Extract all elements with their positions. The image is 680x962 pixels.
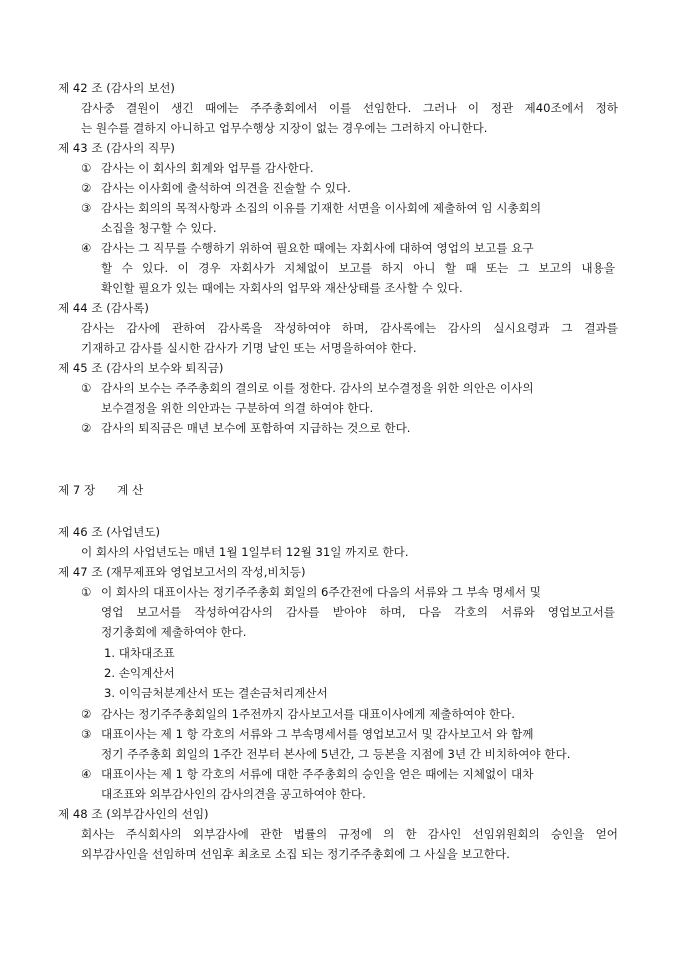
item-marker: ③ [81, 727, 92, 741]
item-text: 감사는 회의의 목적사항과 소집의 이유를 기재한 서면을 이사회에 제출하여 임 시총회의 [101, 201, 542, 215]
item-text: 감사의 퇴직금은 매년 보수에 포함하여 지급하는 것으로 한다. [101, 421, 411, 435]
item-text: 감사는 이 회사의 회계와 업무를 감사한다. [101, 161, 314, 175]
article-43-item-2 [81, 179, 351, 197]
article-47-sub-2: 2. 손익계산서 [104, 666, 175, 680]
item-marker: ① [81, 161, 92, 175]
item-marker: ① [81, 381, 92, 395]
article-48-line-2: 외부감사인을 선임하며 선임후 최초로 소집 되는 정기주주총회에 그 사실을 보고한다. [81, 847, 510, 861]
article-43-heading: 제 43 조 (감사의 직무) [58, 141, 175, 155]
article-48-heading: 제 48 조 (외부감사인의 선임) [58, 807, 209, 821]
item-marker: ② [81, 707, 92, 721]
chapter-number: 제 7 장 [58, 483, 96, 497]
item-text: 감사는 그 직무를 수행하기 위하여 필요한 때에는 자회사에 대하여 영업의 보고를 요구 [101, 241, 534, 255]
article-47-item-2 [81, 705, 515, 723]
item-marker: ① [81, 585, 92, 599]
item-text: 대표이사는 제 1 항 각호의 서류에 대한 주주총회의 승인을 얻은 때에는 지체없이 대차 [101, 767, 534, 781]
article-45-heading: 제 45 조 (감사의 보수와 퇴직금) [58, 361, 224, 375]
article-45-item-1 [81, 379, 534, 397]
item-text: 감사는 이사회에 출석하여 의견을 진술할 수 있다. [101, 181, 351, 195]
item-text: 감사는 정기주주총회일의 1주전까지 감사보고서를 대표이사에게 제출하여야 한다. [101, 707, 515, 721]
article-47-heading: 제 47 조 (재무제표와 영업보고서의 작성,비치등) [58, 565, 306, 579]
article-47-sub-1: 1. 대차대조표 [104, 646, 175, 660]
item-marker: ② [81, 421, 92, 435]
article-47-sub-3: 3. 이익금처분계산서 또는 결손금처리계산서 [104, 686, 328, 700]
article-43-item-1 [81, 159, 314, 177]
article-46-heading: 제 46 조 (사업년도) [58, 525, 161, 539]
article-45-item-2 [81, 419, 410, 437]
article-44-heading: 제 44 조 (감사록) [58, 301, 149, 315]
chapter-7-heading [58, 481, 143, 499]
chapter-title: 계 산 [117, 483, 144, 497]
article-47-item-3-cont: 정기 주주총회 회일의 1주간 전부터 본사에 5년간, 그 등본을 지점에 3년 간 비치하여야 한다. [101, 747, 571, 761]
item-marker: ② [81, 181, 92, 195]
article-42-line-2: 는 원수를 결하지 아니하고 업무수행상 지장이 없는 경우에는 그러하지 아니한다. [81, 121, 488, 135]
item-text: 감사의 보수는 주주총회의 결의로 이를 정한다. 감사의 보수결정을 위한 의안은 이사의 [101, 381, 534, 395]
item-marker: ④ [81, 241, 92, 255]
article-43-item-4-cont-1: 할 수 있다. 이 경우 자회사가 지체없이 보고를 하지 아니 할 때 또는 그 보고의 내용을 [101, 261, 615, 275]
article-42-heading: 제 42 조 (감사의 보선) [58, 81, 175, 95]
article-48-line-1: 회사는 주식회사의 외부감사에 관한 법률의 규정에 의 한 감사인 선임위원회의 승인을 얻어 [81, 827, 618, 841]
article-45-item-1-cont: 보수결정을 위한 의안과는 구분하여 의결 하여야 한다. [101, 401, 374, 415]
article-44-line-2: 기재하고 감사를 실시한 감사가 기명 날인 또는 서명을하여야 한다. [81, 341, 417, 355]
article-43-item-4 [81, 239, 534, 257]
item-marker: ④ [81, 767, 92, 781]
article-47-item-1 [81, 583, 541, 601]
item-text: 대표이사는 제 1 항 각호의 서류와 그 부속명세서를 영업보고서 및 감사보고서 와 함께 [101, 727, 534, 741]
article-47-item-4 [81, 765, 533, 783]
article-47-item-3 [81, 725, 533, 743]
article-42-line-1: 감사중 결원이 생긴 때에는 주주총회에서 이를 선임한다. 그러나 이 정관 제40조에서 정하 [81, 101, 618, 115]
article-43-item-3 [81, 199, 541, 217]
item-marker: ③ [81, 201, 92, 215]
article-44-line-1: 감사는 감사에 관하여 감사록을 작성하여야 하며, 감사록에는 감사의 실시요령과 그 결과를 [81, 321, 618, 335]
article-43-item-3-cont: 소집을 청구할 수 있다. [101, 221, 217, 235]
article-47-item-1-cont-1: 영업 보고서를 작성하여감사의 감사를 받아야 하며, 다음 각호의 서류와 영업보고서를 [101, 605, 615, 619]
article-47-item-1-cont-2: 정기총회에 제출하여야 한다. [101, 625, 247, 639]
article-47-item-4-cont: 대조표와 외부감사인의 감사의견을 공고하여야 한다. [101, 787, 366, 801]
article-43-item-4-cont-2: 확인할 필요가 있는 때에는 자회사의 업무와 재산상태를 조사할 수 있다. [101, 281, 463, 295]
item-text: 이 회사의 대표이사는 정기주주총회 회일의 6주간전에 다음의 서류와 그 부속 명세서 및 [101, 585, 541, 599]
article-46-line-1: 이 회사의 사업년도는 매년 1월 1일부터 12월 31일 까지로 한다. [81, 545, 409, 559]
